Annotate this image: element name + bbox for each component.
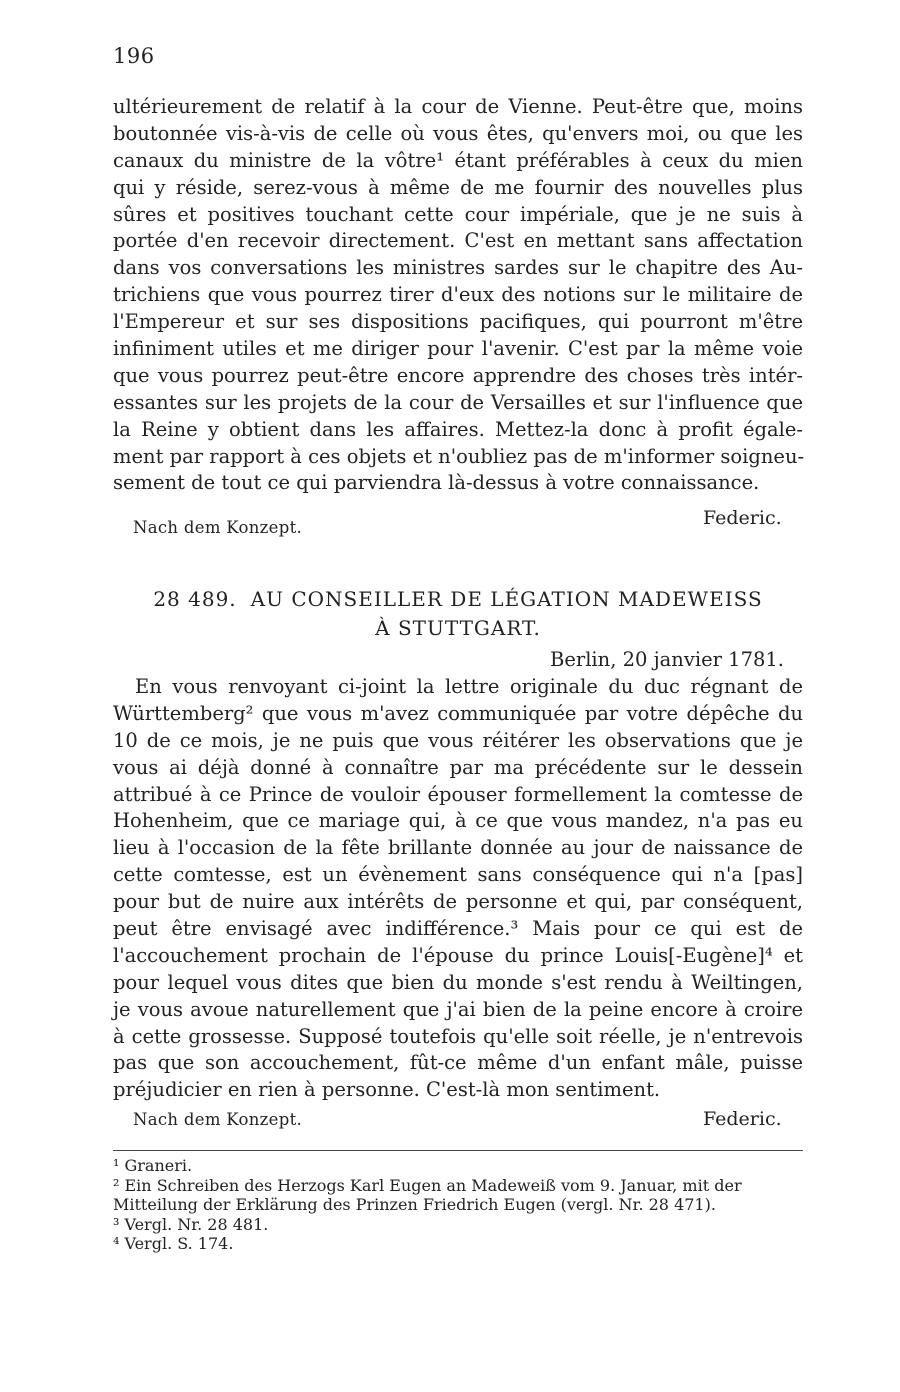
text-line: Hohenheim, que ce mariage qui, à ce que vous mandez, n'a pas eu — [113, 809, 803, 833]
text-line: l'Empereur et sur ses dispositions pacifiques, qui pourront m'être — [113, 310, 803, 334]
text-line: dans vos conversations les ministres sardes sur le chapitre des Au- — [113, 256, 803, 280]
text-line: pour lequel vous dites que bien du monde s'est rendu à Weiltingen, — [113, 970, 803, 994]
text-line: à cette grossesse. Supposé toutefois qu'elle soit réelle, je n'entrevois — [113, 1024, 803, 1048]
footnote: ³ Vergl. Nr. 28 481. — [113, 1214, 269, 1234]
footnote: ¹ Graneri. — [113, 1156, 193, 1175]
text-line: lieu à l'occasion de la fête brillante donnée au jour de naissance de — [113, 836, 803, 860]
letter-2-signature: Federic. — [703, 1108, 782, 1130]
text-line: infiniment utiles et me diriger pour l'avenir. C'est par la même voie — [113, 337, 803, 361]
text-line: ultérieurement de relatif à la cour de Vienne. Peut-être que, moins — [113, 95, 803, 118]
text-line: la Reine y obtient dans les affaires. Mettez-la donc à profit égale- — [113, 417, 803, 441]
text-line: En vous renvoyant ci-joint la lettre originale du duc régnant de — [135, 675, 803, 698]
letter-1-source-note: Nach dem Konzept. — [133, 518, 303, 537]
text-line: 10 de ce mois, je ne puis que vous réitérer les observations que je — [113, 728, 803, 752]
letter-2-recipient: AU CONSEILLER DE LÉGATION MADEWEISS — [250, 587, 763, 611]
footnote-divider — [113, 1150, 803, 1151]
text-line: que vous pourrez peut-être encore apprendre des choses très intér- — [113, 363, 803, 387]
letter-2-heading-line-2: À STUTTGART. — [375, 616, 541, 640]
footnote: ² Ein Schreiben des Herzogs Karl Eugen an Madeweiß vom 9. Januar, mit der — [113, 1175, 742, 1195]
text-line: ment par rapport à ces objets et n'oubliez pas de m'informer soigneu- — [113, 444, 805, 468]
text-line: cette comtesse, est un évènement sans conséquence qui n'a [pas] — [113, 863, 803, 887]
text-line: pas que son accouchement, fût-ce même d'un enfant mâle, puisse — [113, 1051, 803, 1075]
footnote: ⁴ Vergl. S. 174. — [113, 1234, 234, 1253]
text-line: boutonnée vis-à-vis de celle où vous êtes, qu'envers moi, ou que les — [113, 121, 803, 145]
letter-2-dateline: Berlin, 20 janvier 1781. — [550, 648, 784, 671]
letter-1-body — [113, 94, 803, 497]
letter-2-source-note: Nach dem Konzept. — [133, 1110, 303, 1129]
text-line: préjudicier en rien à personne. C'est-là mon sentiment. — [113, 1078, 661, 1102]
text-line: sûres et positives touchant cette cour impériale, que je ne suis à — [113, 202, 803, 226]
text-line: attribué à ce Prince de vouloir épouser formellement la comtesse de — [113, 782, 803, 806]
text-line: l'accouchement prochain de l'épouse du prince Louis[-Eugène]⁴ et — [113, 943, 803, 967]
page-number: 196 — [113, 44, 155, 68]
text-line: sement de tout ce qui parviendra là-dessus à votre connaissance. — [113, 471, 760, 495]
letter-2-heading-line-1 — [113, 585, 803, 614]
text-line: pour but de nuire aux intérêts de personne et qui, par conséquent, — [113, 890, 803, 914]
text-line: qui y réside, serez-vous à même de me fournir des nouvelles plus — [113, 175, 803, 199]
letter-1-signature: Federic. — [703, 507, 782, 529]
text-line: Württemberg² que vous m'avez communiquée par votre dépêche du — [113, 701, 803, 725]
text-line: canaux du ministre de la vôtre¹ étant préférables à ceux du mien — [113, 148, 803, 172]
text-line: essantes sur les projets de la cour de Versailles et sur l'influence que — [113, 390, 803, 414]
text-line: vous ai déjà donné à connaître par ma précédente sur le dessein — [113, 755, 803, 779]
text-line: trichiens que vous pourrez tirer d'eux des notions sur le militaire de — [113, 283, 803, 307]
letter-2-heading — [113, 585, 803, 643]
letter-2-body — [113, 674, 803, 1104]
text-line: portée d'en recevoir directement. C'est en mettant sans affectation — [113, 229, 803, 253]
text-line: peut être envisagé avec indifférence.³ Mais pour ce qui est de — [113, 917, 803, 941]
footnotes — [113, 1156, 803, 1254]
letter-number: 28 489. — [153, 587, 237, 611]
footnote: Mitteilung der Erklärung des Prinzen Friedrich Eugen (vergl. Nr. 28 471). — [113, 1195, 716, 1214]
text-line: je vous avoue naturellement que j'ai bien de la peine encore à croire — [113, 997, 803, 1021]
